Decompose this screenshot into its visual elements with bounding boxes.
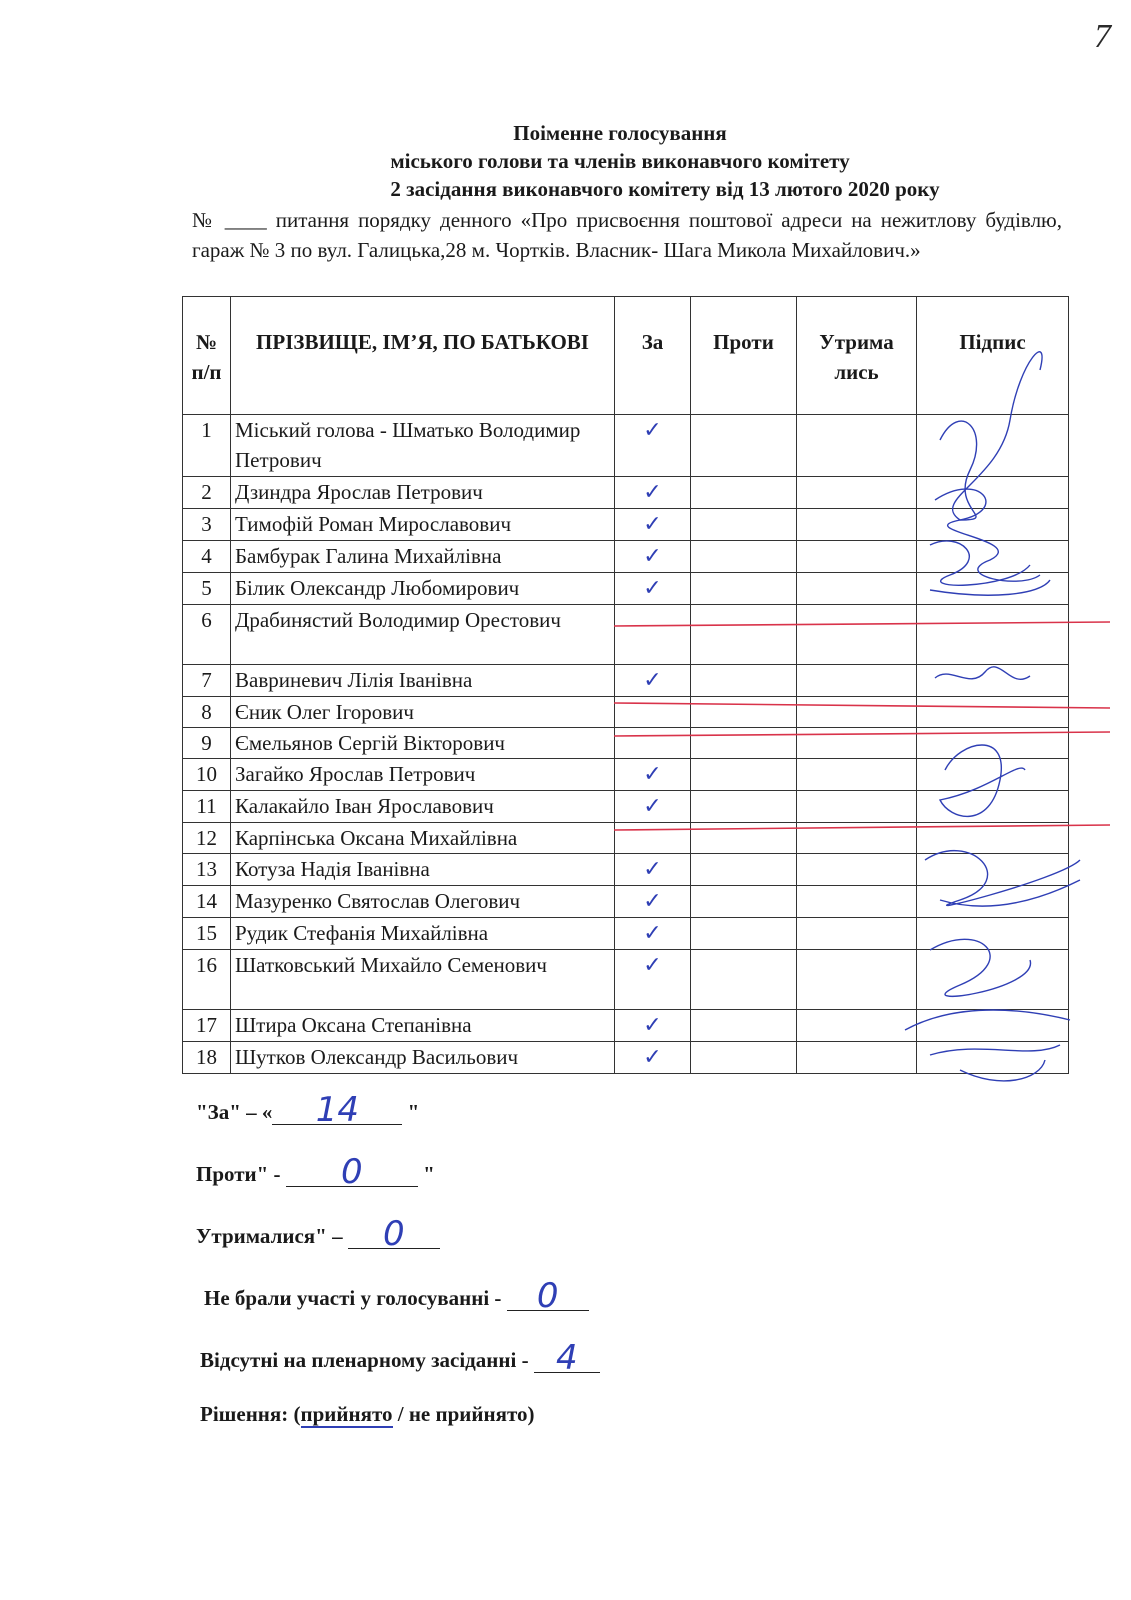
- row-number: 12: [183, 823, 231, 854]
- row-number: 1: [183, 415, 231, 477]
- signature-cell: [917, 697, 1069, 728]
- member-name: Тимофій Роман Мирославович: [231, 509, 615, 541]
- check-mark-icon: ✓: [643, 1045, 662, 1070]
- vote-proty: [691, 854, 797, 886]
- vote-za: [615, 477, 691, 509]
- row-number: 10: [183, 759, 231, 791]
- member-name: Шатковський Михайло Семенович: [231, 950, 615, 1010]
- vote-utrymalys: [797, 823, 917, 854]
- table-row: [183, 823, 1069, 854]
- vote-proty: [691, 573, 797, 605]
- vote-utrymalys: [797, 1010, 917, 1042]
- row-number: 11: [183, 791, 231, 823]
- za-count: 14: [272, 1096, 402, 1125]
- member-name: Ємельянов Сергій Вікторович: [231, 728, 615, 759]
- row-number: 3: [183, 509, 231, 541]
- member-name: Бамбурак Галина Михайлівна: [231, 541, 615, 573]
- vote-za: [615, 697, 691, 728]
- vote-utrymalys: [797, 759, 917, 791]
- check-mark-icon: ✓: [643, 576, 662, 601]
- member-name: Єник Олег Ігорович: [231, 697, 615, 728]
- document-title: Поіменне голосування: [513, 121, 727, 145]
- header-name: ПРІЗВИЩЕ, ІМ’Я, ПО БАТЬКОВІ: [231, 297, 615, 415]
- utrymalys-count: 0: [348, 1220, 440, 1249]
- vote-proty: [691, 665, 797, 697]
- vote-za: [615, 541, 691, 573]
- vote-utrymalys: [797, 605, 917, 665]
- row-number: 6: [183, 605, 231, 665]
- signature-cell: [917, 1042, 1069, 1074]
- member-name: Білик Олександр Любомирович: [231, 573, 615, 605]
- check-mark-icon: ✓: [643, 889, 662, 914]
- member-name: Загайко Ярослав Петрович: [231, 759, 615, 791]
- check-mark-icon: ✓: [643, 921, 662, 946]
- vote-proty: [691, 823, 797, 854]
- check-mark-icon: ✓: [643, 1013, 662, 1038]
- signature-cell: [917, 605, 1069, 665]
- vote-proty: [691, 541, 797, 573]
- vote-za: [615, 573, 691, 605]
- check-mark-icon: ✓: [643, 480, 662, 505]
- signature-cell: [917, 886, 1069, 918]
- check-mark-icon: ✓: [643, 953, 662, 978]
- member-name: Дзиндра Ярослав Петрович: [231, 477, 615, 509]
- result-utrymalys: Утрималися" – 0: [196, 1220, 440, 1249]
- vote-proty: [691, 1010, 797, 1042]
- check-mark-icon: ✓: [643, 512, 662, 537]
- table-row: [183, 728, 1069, 759]
- table-row: [183, 886, 1069, 918]
- signature-cell: [917, 1010, 1069, 1042]
- header-utrymalys: Утрима лись: [797, 297, 917, 415]
- vote-za: [615, 1042, 691, 1074]
- vote-utrymalys: [797, 918, 917, 950]
- member-name: Рудик Стефанія Михайлівна: [231, 918, 615, 950]
- row-number: 14: [183, 886, 231, 918]
- table-row: [183, 1010, 1069, 1042]
- document-subtitle: міського голови та членів виконавчого комітету: [390, 149, 850, 173]
- signature-cell: [917, 541, 1069, 573]
- vote-proty: [691, 415, 797, 477]
- header-proty: Проти: [691, 297, 797, 415]
- vote-za: [615, 665, 691, 697]
- check-mark-icon: ✓: [643, 544, 662, 569]
- vidsutni-count: 4: [534, 1344, 600, 1373]
- signature-cell: [917, 759, 1069, 791]
- vote-za: [615, 886, 691, 918]
- vote-za: [615, 415, 691, 477]
- signature-cell: [917, 509, 1069, 541]
- table-row: [183, 665, 1069, 697]
- result-vidsutni: Відсутні на пленарному засіданні - 4: [200, 1344, 600, 1373]
- vote-proty: [691, 509, 797, 541]
- row-number: 18: [183, 1042, 231, 1074]
- vote-za: [615, 823, 691, 854]
- decision-accepted: прийнято: [300, 1402, 393, 1426]
- agenda-item: № ____ питання порядку денного «Про присвоєння поштової адреси на нежитлову будівлю, гараж № 3 по вул. Галицька,28 м. Чортків. Власник- Шага Микола Михайлович.»: [192, 208, 1062, 262]
- vote-utrymalys: [797, 665, 917, 697]
- vote-proty: [691, 728, 797, 759]
- vote-za: [615, 791, 691, 823]
- table-row: [183, 477, 1069, 509]
- meeting-info: 2 засідання виконавчого комітету від 13 лютого 2020 року: [390, 177, 940, 201]
- member-name: Штира Оксана Степанівна: [231, 1010, 615, 1042]
- check-mark-icon: ✓: [643, 418, 662, 443]
- signature-cell: [917, 477, 1069, 509]
- row-number: 15: [183, 918, 231, 950]
- vote-utrymalys: [797, 477, 917, 509]
- row-number: 8: [183, 697, 231, 728]
- signature-cell: [917, 918, 1069, 950]
- table-row: [183, 759, 1069, 791]
- table-row: [183, 509, 1069, 541]
- vote-za: [615, 509, 691, 541]
- check-mark-icon: ✓: [643, 668, 662, 693]
- signature-cell: [917, 823, 1069, 854]
- page-number: 7: [1094, 18, 1111, 55]
- proty-count: 0: [286, 1158, 418, 1187]
- decision-line: Рішення: (прийнято / не прийнято): [200, 1402, 535, 1426]
- member-name: Мазуренко Святослав Олегович: [231, 886, 615, 918]
- table-row: [183, 541, 1069, 573]
- result-proty: Проти" - 0 ": [196, 1152, 435, 1192]
- signature-cell: [917, 854, 1069, 886]
- row-number: 7: [183, 665, 231, 697]
- vote-za: [615, 1010, 691, 1042]
- vote-proty: [691, 950, 797, 1010]
- header-signature: Підпис: [917, 297, 1069, 415]
- table-header-row: [183, 297, 1069, 415]
- row-number: 5: [183, 573, 231, 605]
- voting-table: [182, 296, 1069, 1074]
- member-name: Карпінська Оксана Михайлівна: [231, 823, 615, 854]
- table-row: [183, 1042, 1069, 1074]
- vote-utrymalys: [797, 1042, 917, 1074]
- vote-proty: [691, 1042, 797, 1074]
- vote-proty: [691, 886, 797, 918]
- vote-utrymalys: [797, 697, 917, 728]
- row-number: 17: [183, 1010, 231, 1042]
- vote-utrymalys: [797, 573, 917, 605]
- signature-cell: [917, 950, 1069, 1010]
- vote-proty: [691, 605, 797, 665]
- row-number: 13: [183, 854, 231, 886]
- vote-utrymalys: [797, 886, 917, 918]
- row-number: 9: [183, 728, 231, 759]
- vote-proty: [691, 477, 797, 509]
- table-row: [183, 573, 1069, 605]
- check-mark-icon: ✓: [643, 762, 662, 787]
- result-za: "За" – « 14 ": [196, 1090, 420, 1130]
- signature-cell: [917, 573, 1069, 605]
- result-ne-brali: Не брали участі у голосуванні - 0: [204, 1282, 589, 1311]
- vote-utrymalys: [797, 541, 917, 573]
- table-row: [183, 791, 1069, 823]
- vote-utrymalys: [797, 950, 917, 1010]
- vote-za: [615, 854, 691, 886]
- row-number: 4: [183, 541, 231, 573]
- row-number: 16: [183, 950, 231, 1010]
- vote-proty: [691, 791, 797, 823]
- table-row: [183, 605, 1069, 665]
- signature-cell: [917, 665, 1069, 697]
- vote-utrymalys: [797, 791, 917, 823]
- signature-cell: [917, 791, 1069, 823]
- table-row: [183, 415, 1069, 477]
- header-za: За: [615, 297, 691, 415]
- vote-za: [615, 605, 691, 665]
- check-mark-icon: ✓: [643, 794, 662, 819]
- member-name: Драбинястий Володимир Орестович: [231, 605, 615, 665]
- member-name: Міський голова - Шматько Володимир Петрович: [231, 415, 615, 477]
- table-row: [183, 918, 1069, 950]
- vote-proty: [691, 918, 797, 950]
- row-number: 2: [183, 477, 231, 509]
- vote-utrymalys: [797, 854, 917, 886]
- table-row: [183, 697, 1069, 728]
- ne-brali-count: 0: [507, 1282, 589, 1311]
- vote-za: [615, 728, 691, 759]
- vote-za: [615, 950, 691, 1010]
- member-name: Вавриневич Лілія Іванівна: [231, 665, 615, 697]
- vote-utrymalys: [797, 415, 917, 477]
- vote-utrymalys: [797, 728, 917, 759]
- vote-proty: [691, 759, 797, 791]
- vote-za: [615, 759, 691, 791]
- vote-proty: [691, 697, 797, 728]
- signature-cell: [917, 728, 1069, 759]
- vote-utrymalys: [797, 509, 917, 541]
- table-row: [183, 950, 1069, 1010]
- signature-cell: [917, 415, 1069, 477]
- member-name: Калакайло Іван Ярославович: [231, 791, 615, 823]
- member-name: Шутков Олександр Васильович: [231, 1042, 615, 1074]
- table-row: [183, 854, 1069, 886]
- header-number: № п/п: [183, 297, 231, 415]
- vote-za: [615, 918, 691, 950]
- member-name: Котуза Надія Іванівна: [231, 854, 615, 886]
- check-mark-icon: ✓: [643, 857, 662, 882]
